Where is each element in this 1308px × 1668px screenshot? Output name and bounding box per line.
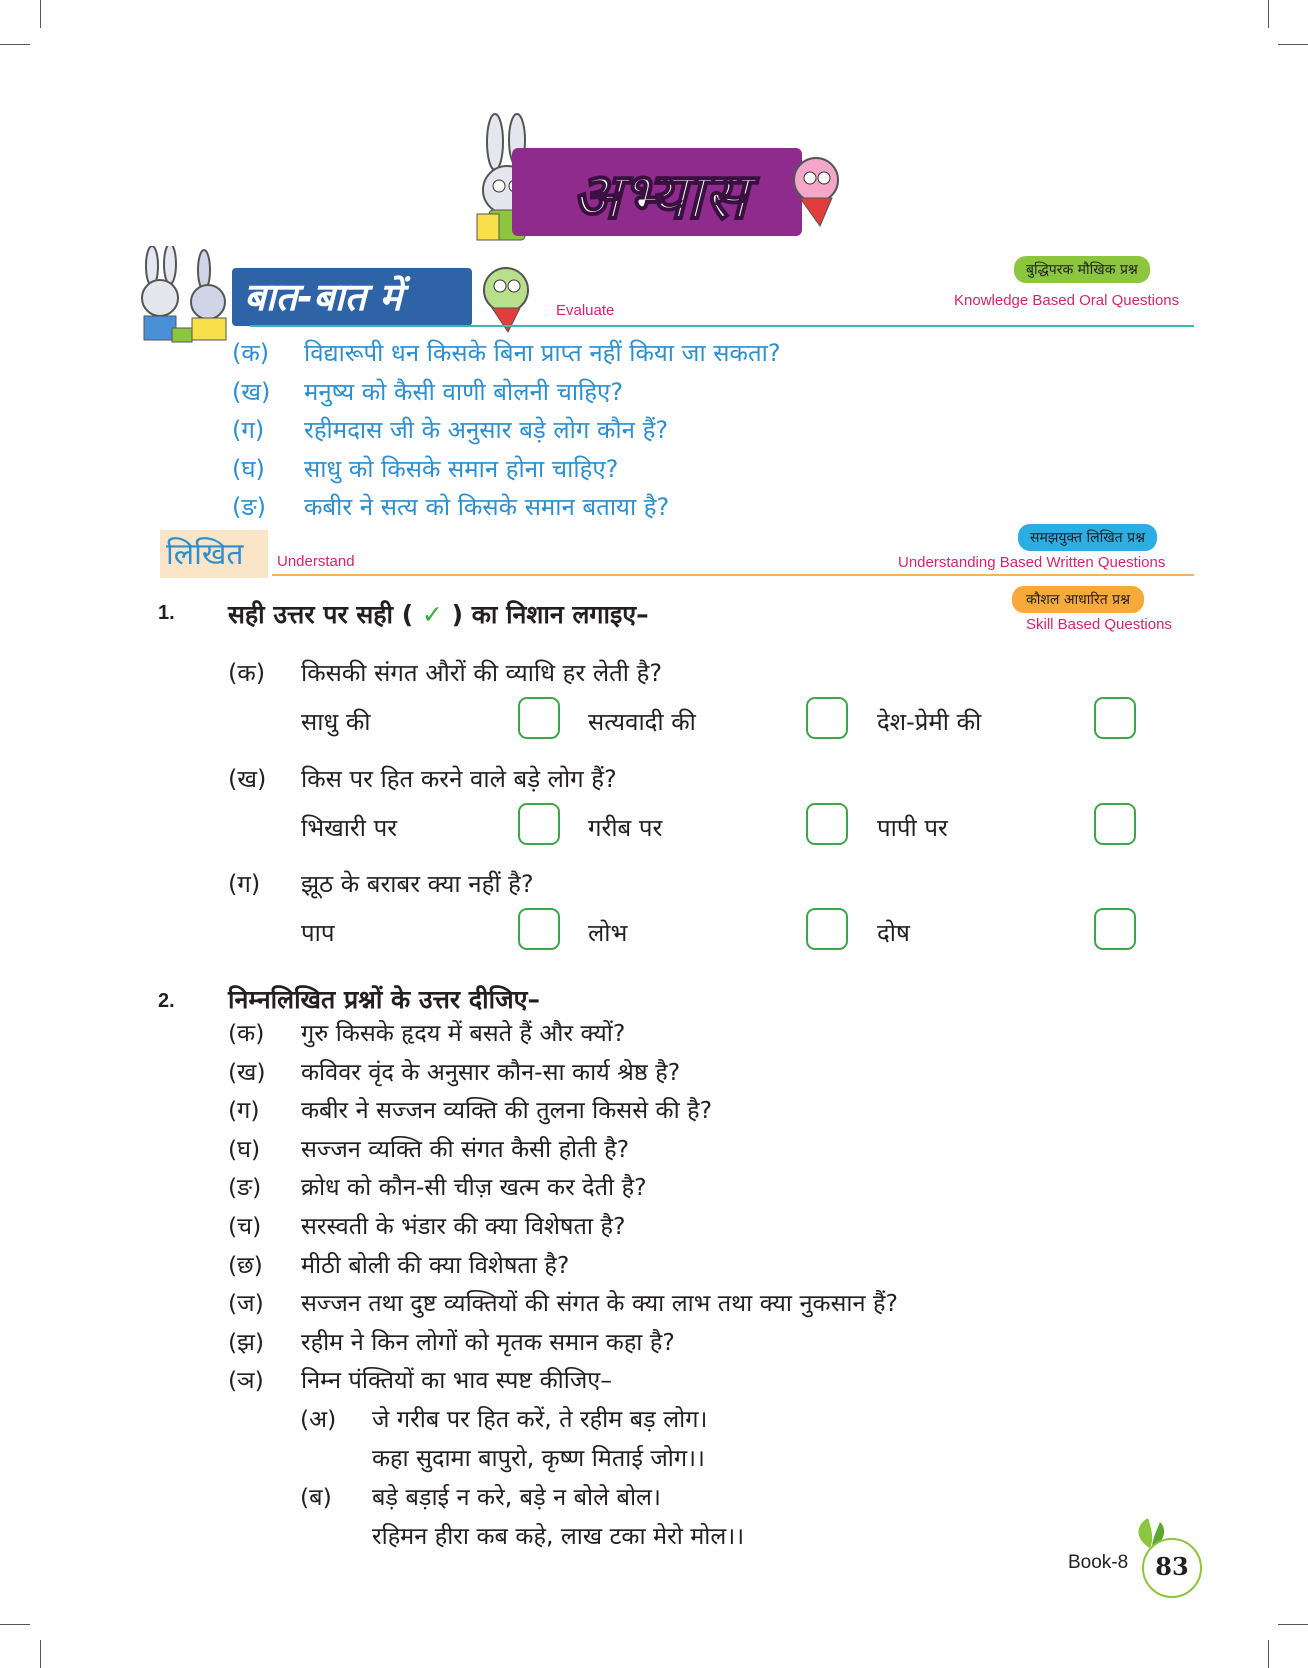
skill-tag-english: Skill Based Questions xyxy=(1026,616,1172,633)
oral-tag-hindi: बुद्धिपरक मौखिक प्रश्न xyxy=(1014,256,1150,283)
book-label: Book-8 xyxy=(1068,1552,1129,1573)
page-title: अभ्यास xyxy=(571,160,749,234)
list-item: (ख) किस पर हित करने वाले बड़े लोग हैं? xyxy=(228,765,617,793)
crop-mark xyxy=(1278,1624,1308,1625)
list-item: (ज) सज्जन तथा दुष्ट व्यक्तियों की संगत के क्या लाभ तथा क्या नुकसान हैं? xyxy=(228,1289,898,1318)
oral-section-heading: बात-बात में xyxy=(244,275,403,319)
crop-mark xyxy=(1268,1640,1269,1668)
list-item: (क) विद्यारूपी धन किसके बिना प्राप्त नहीं किया जा सकता? xyxy=(232,339,781,367)
crop-mark xyxy=(1278,44,1308,45)
list-item: (घ) साधु को किसके समान होना चाहिए? xyxy=(232,454,619,483)
divider xyxy=(272,574,1194,576)
question-number: 2. xyxy=(158,990,175,1012)
crop-mark xyxy=(40,1640,41,1668)
list-item: (च) सरस्वती के भंडार की क्या विशेषता है? xyxy=(228,1211,626,1240)
written-level-label: Understand xyxy=(277,553,355,570)
list-item: (ग) कबीर ने सज्जन व्यक्ति की तुलना किससे की है? xyxy=(228,1096,713,1125)
list-item: (क) किसकी संगत औरों की व्याधि हर लेती है? xyxy=(228,659,663,687)
option-label: पाप xyxy=(301,919,335,947)
list-item: (घ) सज्जन व्यक्ति की संगत कैसी होती है? xyxy=(228,1134,630,1163)
couplet: (ब) बड़े बड़ाई न करे, बड़े न बोले बोल। xyxy=(300,1483,661,1511)
pencil-mascot-icon xyxy=(786,150,858,230)
option-label: दोष xyxy=(877,919,910,947)
list-item: (क) गुरु किसके हृदय में बसते हैं और क्यों? xyxy=(228,1019,626,1047)
option-label: भिखारी पर xyxy=(301,814,398,842)
crop-mark xyxy=(40,0,41,28)
answer-checkbox[interactable] xyxy=(1094,908,1136,950)
list-item: (छ) मीठी बोली की क्या विशेषता है? xyxy=(228,1250,570,1279)
list-item: (ञ) निम्न पंक्तियों का भाव स्पष्ट कीजिए– xyxy=(228,1366,613,1395)
oral-question-list xyxy=(232,334,781,527)
list-item: (ख) मनुष्य को कैसी वाणी बोलनी चाहिए? xyxy=(232,377,624,406)
crop-mark xyxy=(0,44,30,45)
answer-checkbox[interactable] xyxy=(806,908,848,950)
option-label: गरीब पर xyxy=(588,814,663,842)
list-item: (झ) रहीम ने किन लोगों को मृतक समान कहा है? xyxy=(228,1327,675,1356)
option-label: सत्यवादी की xyxy=(588,708,696,736)
question-list xyxy=(228,1014,898,1400)
list-item: (ग) झूठ के बराबर क्या नहीं है? xyxy=(228,870,534,898)
answer-checkbox[interactable] xyxy=(1094,697,1136,739)
option-label: साधु की xyxy=(301,708,371,736)
answer-checkbox[interactable] xyxy=(806,803,848,845)
crop-mark xyxy=(1268,0,1269,28)
option-label: पापी पर xyxy=(877,814,948,842)
crop-mark xyxy=(0,1624,30,1625)
couplet-line: रहिमन हीरा कब कहे, लाख टका मेरो मोल।। xyxy=(372,1522,745,1550)
couplet: (अ) जे गरीब पर हित करें, ते रहीम बड़ लोग। xyxy=(300,1405,708,1433)
written-tag-english: Understanding Based Written Questions xyxy=(898,554,1166,571)
answer-checkbox[interactable] xyxy=(518,803,560,845)
question-heading: निम्नलिखित प्रश्नों के उत्तर दीजिए– xyxy=(228,985,540,1014)
oral-level-label: Evaluate xyxy=(556,302,615,319)
question-heading: सही उत्तर पर सही ( ✓ ) का निशान लगाइए– xyxy=(228,600,649,629)
couplet-line: कहा सुदामा बापुरो, कृष्ण मिताई जोग।। xyxy=(372,1444,705,1472)
option-label: देश-प्रेमी की xyxy=(877,708,982,736)
answer-checkbox[interactable] xyxy=(1094,803,1136,845)
answer-checkbox[interactable] xyxy=(518,908,560,950)
list-item: (ङ) कबीर ने सत्य को किसके समान बताया है? xyxy=(232,493,670,521)
answer-checkbox[interactable] xyxy=(806,697,848,739)
written-section-heading: लिखित xyxy=(166,537,244,572)
option-label: लोभ xyxy=(588,919,628,947)
list-item: (ग) रहीमदास जी के अनुसार बड़े लोग कौन हैं? xyxy=(232,416,669,444)
written-tag-hindi: समझयुक्त लिखित प्रश्न xyxy=(1018,524,1157,551)
page-number: 83 xyxy=(1155,1552,1189,1581)
divider xyxy=(250,325,1194,327)
list-item: (ङ) क्रोध को कौन-सी चीज़ खत्म कर देती है? xyxy=(228,1173,647,1202)
question-number: 1. xyxy=(158,602,175,624)
two-rabbits-illustration xyxy=(112,246,240,346)
answer-checkbox[interactable] xyxy=(518,697,560,739)
checkmark-icon: ✓ xyxy=(421,600,443,629)
skill-tag-hindi: कौशल आधारित प्रश्न xyxy=(1012,586,1144,613)
list-item: (ख) कविवर वृंद के अनुसार कौन-सा कार्य श्रेष्ठ है? xyxy=(228,1057,681,1086)
oral-tag-english: Knowledge Based Oral Questions xyxy=(954,292,1180,309)
